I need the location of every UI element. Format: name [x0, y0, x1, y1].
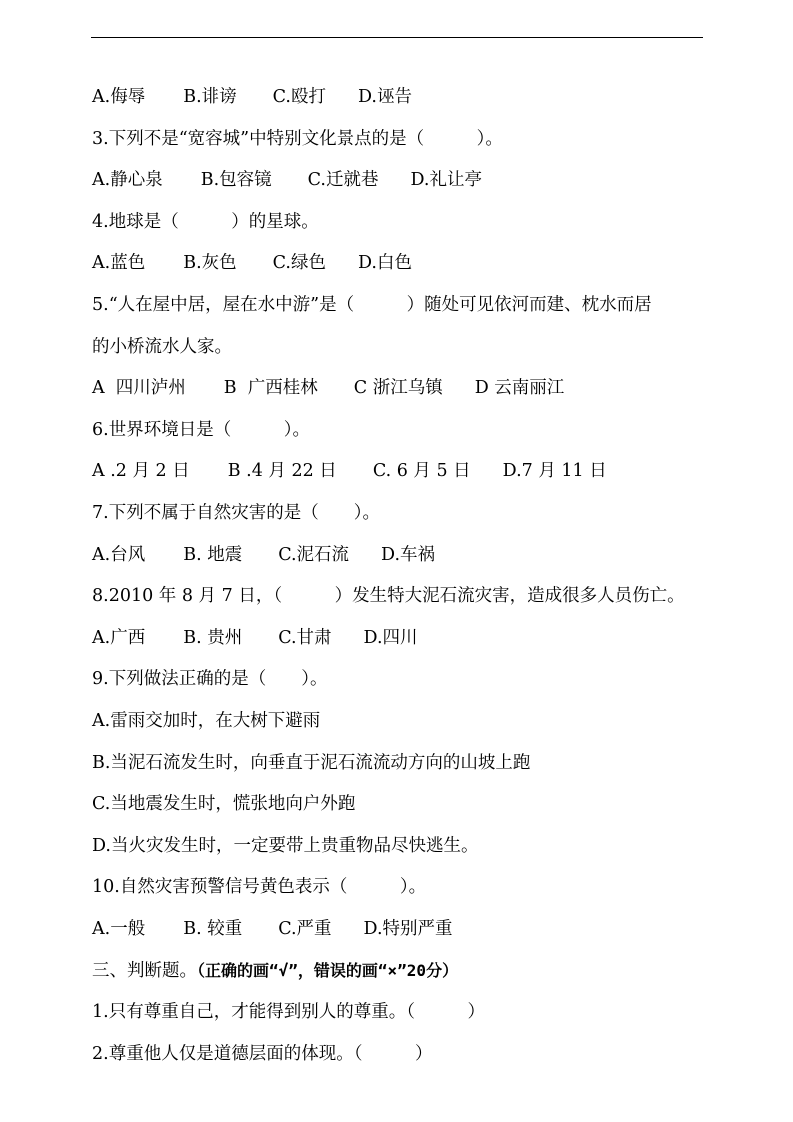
options-row	[92, 169, 482, 191]
section-heading-title: 三、判断题。	[92, 961, 197, 981]
option-text: A.一般	[92, 919, 146, 939]
option-text: C.甘肃	[278, 628, 332, 648]
option-text: A.蓝色	[92, 253, 146, 273]
option-text: B.诽谤	[183, 87, 237, 107]
question-line: D.当火灾发生时，一定要带上贵重物品尽快逃生。	[92, 836, 479, 856]
options-row	[92, 627, 418, 649]
option-text: A.侮辱	[92, 87, 146, 107]
option-text: D.四川	[363, 628, 418, 648]
question-line: 5.“人在屋中居，屋在水中游”是（ ）随处可见依河而建、枕水而居	[92, 295, 652, 315]
option-text: C 浙江乌镇	[353, 378, 443, 398]
section-heading-instruction: （正确的画“√”，错误的画“×”20分）	[197, 961, 459, 980]
options-row	[92, 252, 412, 274]
options-row	[92, 377, 564, 399]
option-text: B.灰色	[183, 253, 237, 273]
question-line: 2.尊重他人仅是道德层面的体现。（ ）	[92, 1044, 433, 1064]
question-line: 3.下列不是“宽容城”中特别文化景点的是（ ）。	[92, 129, 503, 149]
section-heading	[92, 960, 458, 982]
options-row	[92, 86, 412, 108]
option-text: B 广西桂林	[223, 378, 318, 398]
option-text: D.礼让亭	[410, 170, 482, 190]
question-line: 7.下列不属于自然灾害的是（ ）。	[92, 503, 380, 523]
options-row	[92, 544, 435, 566]
option-text: D.7 月 11 日	[502, 461, 607, 481]
question-line: 10.自然灾害预警信号黄色表示（ ）。	[92, 877, 427, 897]
question-line: 1.只有尊重自己，才能得到别人的尊重。（ ）	[92, 1002, 485, 1022]
question-line: A.雷雨交加时，在大树下避雨	[92, 711, 321, 731]
option-text: B .4 月 22 日	[227, 461, 337, 481]
option-text: B. 地震	[183, 545, 243, 565]
question-line: 4.地球是（ ）的星球。	[92, 212, 319, 232]
option-text: A 四川泸州	[92, 378, 186, 398]
option-text: B. 较重	[183, 919, 243, 939]
question-line: C.当地震发生时，慌张地向户外跑	[92, 794, 356, 814]
option-text: D.诬告	[357, 87, 412, 107]
options-row	[92, 460, 607, 482]
option-text: B. 贵州	[183, 628, 243, 648]
option-text: D.特别严重	[363, 919, 453, 939]
option-text: A.静心泉	[92, 170, 163, 190]
question-line: 6.世界环境日是（ ）。	[92, 420, 310, 440]
header-rule	[91, 37, 703, 38]
option-text: C.迁就巷	[307, 170, 379, 190]
option-text: C.严重	[278, 919, 332, 939]
option-text: C.绿色	[272, 253, 326, 273]
option-text: A.台风	[92, 545, 146, 565]
option-text: D.车祸	[381, 545, 436, 565]
option-text: D 云南丽江	[474, 378, 565, 398]
option-text: C. 6 月 5 日	[372, 461, 471, 481]
option-text: A.广西	[92, 628, 146, 648]
option-text: A .2 月 2 日	[92, 461, 190, 481]
options-row	[92, 918, 453, 940]
option-text: D.白色	[357, 253, 412, 273]
question-line: 9.下列做法正确的是（ ）。	[92, 669, 328, 689]
option-text: C.殴打	[272, 87, 326, 107]
option-text: C.泥石流	[278, 545, 350, 565]
question-line: 8.2010 年 8 月 7 日，（ ）发生特大泥石流灾害，造成很多人员伤亡。	[92, 586, 685, 606]
option-text: B.包容镜	[200, 170, 272, 190]
question-line: B.当泥石流发生时，向垂直于泥石流流动方向的山坡上跑	[92, 753, 531, 773]
question-line: 的小桥流水人家。	[92, 337, 232, 357]
